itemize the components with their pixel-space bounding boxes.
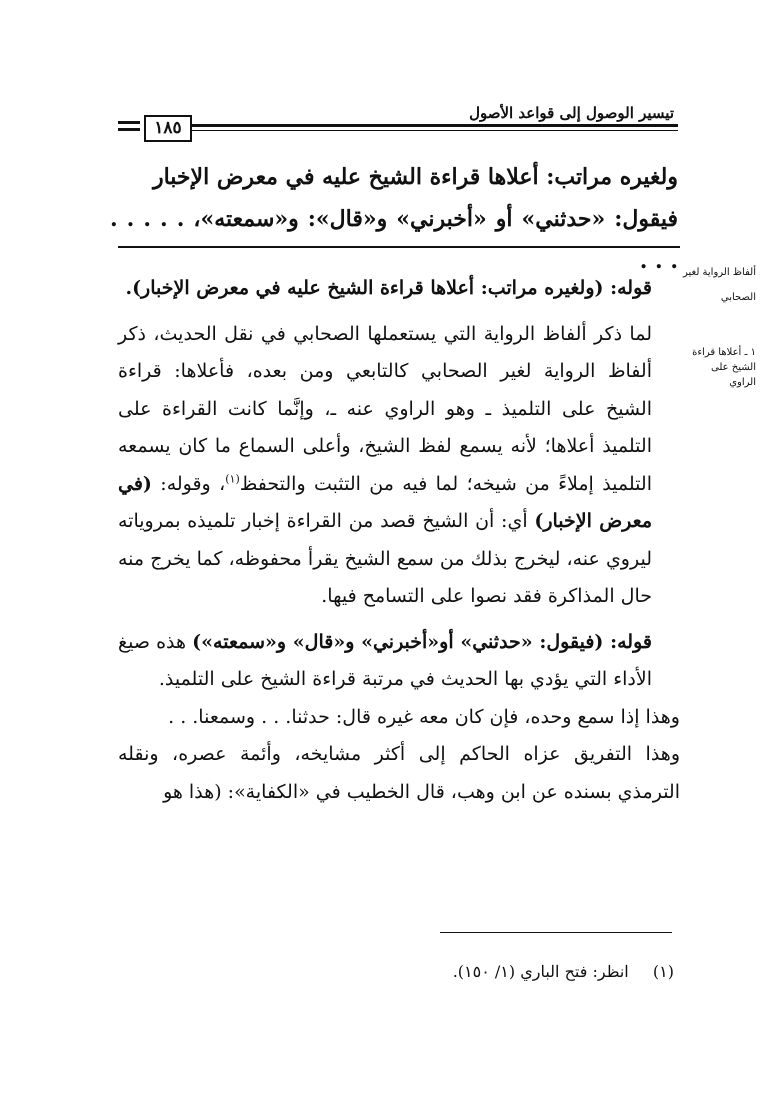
matn-divider: [118, 246, 680, 248]
footnote-marker: (١): [652, 962, 674, 981]
footnote-divider: [440, 932, 672, 933]
header-dash: [118, 121, 140, 124]
para-2-text-c: أي: أن الشيخ قصد من القراءة إخبار تلميذه بمروياته ليروي عنه، ليخرج بذلك من سمع الشيخ يقرأ محفوظه، كما يخرج منه حال المذاكرة فقد نصوا على التسامح فيها.: [118, 510, 652, 607]
margin-note-1-line-2: الصحابي: [720, 292, 756, 303]
header-dash: [118, 128, 140, 131]
para-2-quote: (في معرض الإخبار): [118, 472, 652, 532]
commentary: [118, 270, 680, 811]
para-5-text-a: وهذا التفريق عزاه الحاكم إلى أكثر مشايخه، وأئمة عصره، ونقله الترمذي بسنده عن ابن وهب، قال الخطيب في: [118, 743, 680, 803]
header-rule-thin: [190, 130, 678, 131]
para-2-text-b: ، وقوله:: [151, 472, 226, 495]
commentary-para-2: [118, 316, 680, 616]
page-number: ١٨٥: [144, 115, 192, 142]
margin-note-1: [683, 266, 756, 304]
header-rule: [190, 124, 678, 127]
footnote-1: [453, 962, 674, 981]
margin-note-2: [692, 346, 756, 389]
para-3-text: هذه صيغ الأداء التي يؤدي بها الحديث في مرتبة قراءة الشيخ على التلميذ.: [118, 630, 652, 690]
footnote-ref[interactable]: (١): [225, 472, 240, 486]
margin-note-2-line-1: ١ ـ أعلاها قراءة: [692, 347, 756, 358]
para-3-quote: قوله: (فيقول: «حدثني» أو«أخبرني» و«قال» و«سمعته»): [192, 630, 652, 653]
para-5-quote: «الكفاية»: [234, 780, 310, 803]
margin-note-2-line-2: الشيخ على: [710, 362, 756, 373]
matn-line-2: فيقول: «حدثني» أو «أخبرني» و«قال»: و«سمعته»، . . . . . . . .: [110, 206, 678, 274]
matn-line-1: ولغيره مراتب: أعلاها قراءة الشيخ عليه في معرض الإخبار: [152, 164, 678, 190]
margin-note-2-line-3: الراوي: [729, 377, 756, 388]
margin-note-1-line-1: ألفاظ الرواية لغير: [682, 267, 756, 278]
para-2-text-a: لما ذكر ألفاظ الرواية التي يستعملها الصحابي في نقل الحديث، ذكر ألفاظ الرواية لغير الصحابي كالتابعي ومن بعده، فأعلاها: قراءة الشيخ على التلميذ ـ وهو الراوي عنه ـ، وإنَّما كانت القراءة على التلميذ أعلاها؛ لأنه يسمع لفظ الشيخ، وأعلى السماع ما كان يسمعه التلميذ إملاءً من شيخه؛ لما فيه من التثبت والتحفظ: [118, 322, 652, 495]
commentary-para-4: وهذا إذا سمع وحده، فإن كان معه غيره قال: حدثنا. . . وسمعنا. . .: [168, 705, 680, 728]
running-title: تيسير الوصول إلى قواعد الأصول: [469, 104, 674, 122]
commentary-para-3: [118, 624, 680, 699]
para-5-text-b: : (هذا هو: [163, 780, 235, 803]
footnote-text: انظر: فتح الباري (١/ ١٥٠).: [452, 962, 629, 981]
commentary-para-5: [118, 736, 680, 811]
commentary-para-1: قوله: (ولغيره مراتب: أعلاها قراءة الشيخ عليه في معرض الإخبار).: [125, 277, 652, 299]
